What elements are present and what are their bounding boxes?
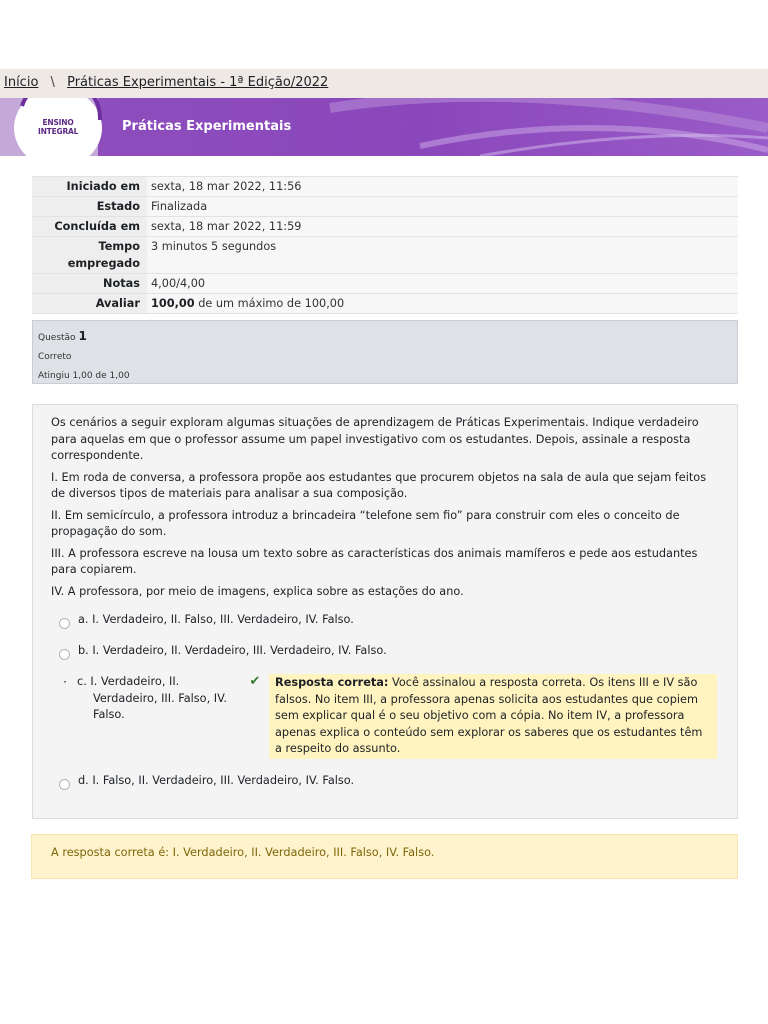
answer-option-d[interactable]: d. I. Falso, II. Verdadeiro, III. Verdadeiro, IV. Falso. bbox=[51, 773, 719, 790]
breadcrumb-course-link[interactable]: Práticas Experimentais - 1ª Edição/2022 bbox=[67, 75, 329, 90]
summary-row-grade: Avaliar 100,00 de um máximo de 100,00 bbox=[32, 294, 738, 314]
question-text-item-4: IV. A professora, por meio de imagens, explica sobre as estações do ano. bbox=[51, 584, 464, 598]
answer-feedback: Resposta correta: Você assinalou a resposta correta. Os itens III e IV são falsos. No item III, a professora apenas solicita aos estudantes que copiem sem explicar qual é o seu objetivo com a cópia. No item IV, a professora apenas explica o conteúdo sem explorar os saberes que os estudantes têm a respeito do assunto. bbox=[269, 674, 717, 759]
question-text-item-3: III. A professora escreve na lousa um texto sobre as características dos animais mamíferos e pede aos estudantes para copiarem. bbox=[51, 546, 698, 576]
summary-row-time: Tempo empregado 3 minutos 5 segundos bbox=[32, 237, 738, 274]
summary-row-started: Iniciado em sexta, 18 mar 2022, 11:56 bbox=[32, 177, 738, 197]
breadcrumb bbox=[0, 69, 768, 98]
course-banner bbox=[0, 98, 768, 156]
right-answer: A resposta correta é: I. Verdadeiro, II. Verdadeiro, III. Falso, IV. Falso. bbox=[31, 834, 738, 879]
question-status: Correto bbox=[38, 352, 72, 362]
question-info bbox=[32, 320, 738, 384]
attempt-summary-table bbox=[32, 176, 738, 314]
summary-row-completed: Concluída em sexta, 18 mar 2022, 11:59 bbox=[32, 217, 738, 237]
answer-option-b[interactable]: b. I. Verdadeiro, II. Verdadeiro, III. Verdadeiro, IV. Falso. bbox=[51, 643, 719, 660]
answer-option-c[interactable]: · c. I. Verdadeiro, II. Verdadeiro, III. Falso, IV. Falso. ✔ Resposta correta: Você assinalou a resposta correta. Os itens III e IV são falsos. No item III, a professora apenas solicita aos estudantes que copiem sem explicar qual é o seu objetivo com a cópia. No item IV, a professora apenas explica o conteúdo sem explorar os saberes que os estudantes têm a respeito do assunto. bbox=[51, 674, 719, 759]
answer-option-a[interactable]: a. I. Verdadeiro, II. Falso, III. Verdadeiro, IV. Falso. bbox=[51, 612, 719, 629]
question-number: Questão 1 bbox=[38, 329, 87, 343]
correct-check-icon: ✔ bbox=[249, 674, 261, 689]
breadcrumb-separator: \ bbox=[50, 75, 55, 90]
banner-title: Práticas Experimentais bbox=[122, 119, 292, 134]
question-mark: Atingiu 1,00 de 1,00 bbox=[38, 371, 130, 381]
question-text-intro: Os cenários a seguir exploram algumas situações de aprendizagem de Práticas Experimentais. Indique verdadeiro para aquelas em que o professor assume um papel investigativo com os estudantes. Depois, assinale a resposta correspondente. bbox=[51, 416, 699, 462]
selected-bullet-icon[interactable]: · bbox=[63, 675, 67, 689]
question-text-item-1: I. Em roda de conversa, a professora propõe aos estudantes que procurem objetos na sala de aula que sejam feitos de diversos tipos de materiais para analisar a sua composição. bbox=[51, 470, 707, 500]
question-text-item-2: II. Em semicírculo, a professora introduz a brincadeira “telefone sem fio” para construir com eles o conceito de propagação do som. bbox=[51, 508, 680, 538]
summary-row-marks: Notas 4,00/4,00 bbox=[32, 274, 738, 294]
ensino-integral-logo: ENSINO INTEGRAL bbox=[38, 118, 79, 136]
breadcrumb-home-link[interactable]: Início bbox=[4, 75, 39, 90]
radio-b[interactable] bbox=[59, 649, 70, 660]
answer-options bbox=[51, 612, 719, 790]
summary-row-state: Estado Finalizada bbox=[32, 197, 738, 217]
banner-background bbox=[0, 98, 768, 156]
radio-a[interactable] bbox=[59, 618, 70, 629]
radio-d[interactable] bbox=[59, 779, 70, 790]
question-content bbox=[32, 404, 738, 819]
